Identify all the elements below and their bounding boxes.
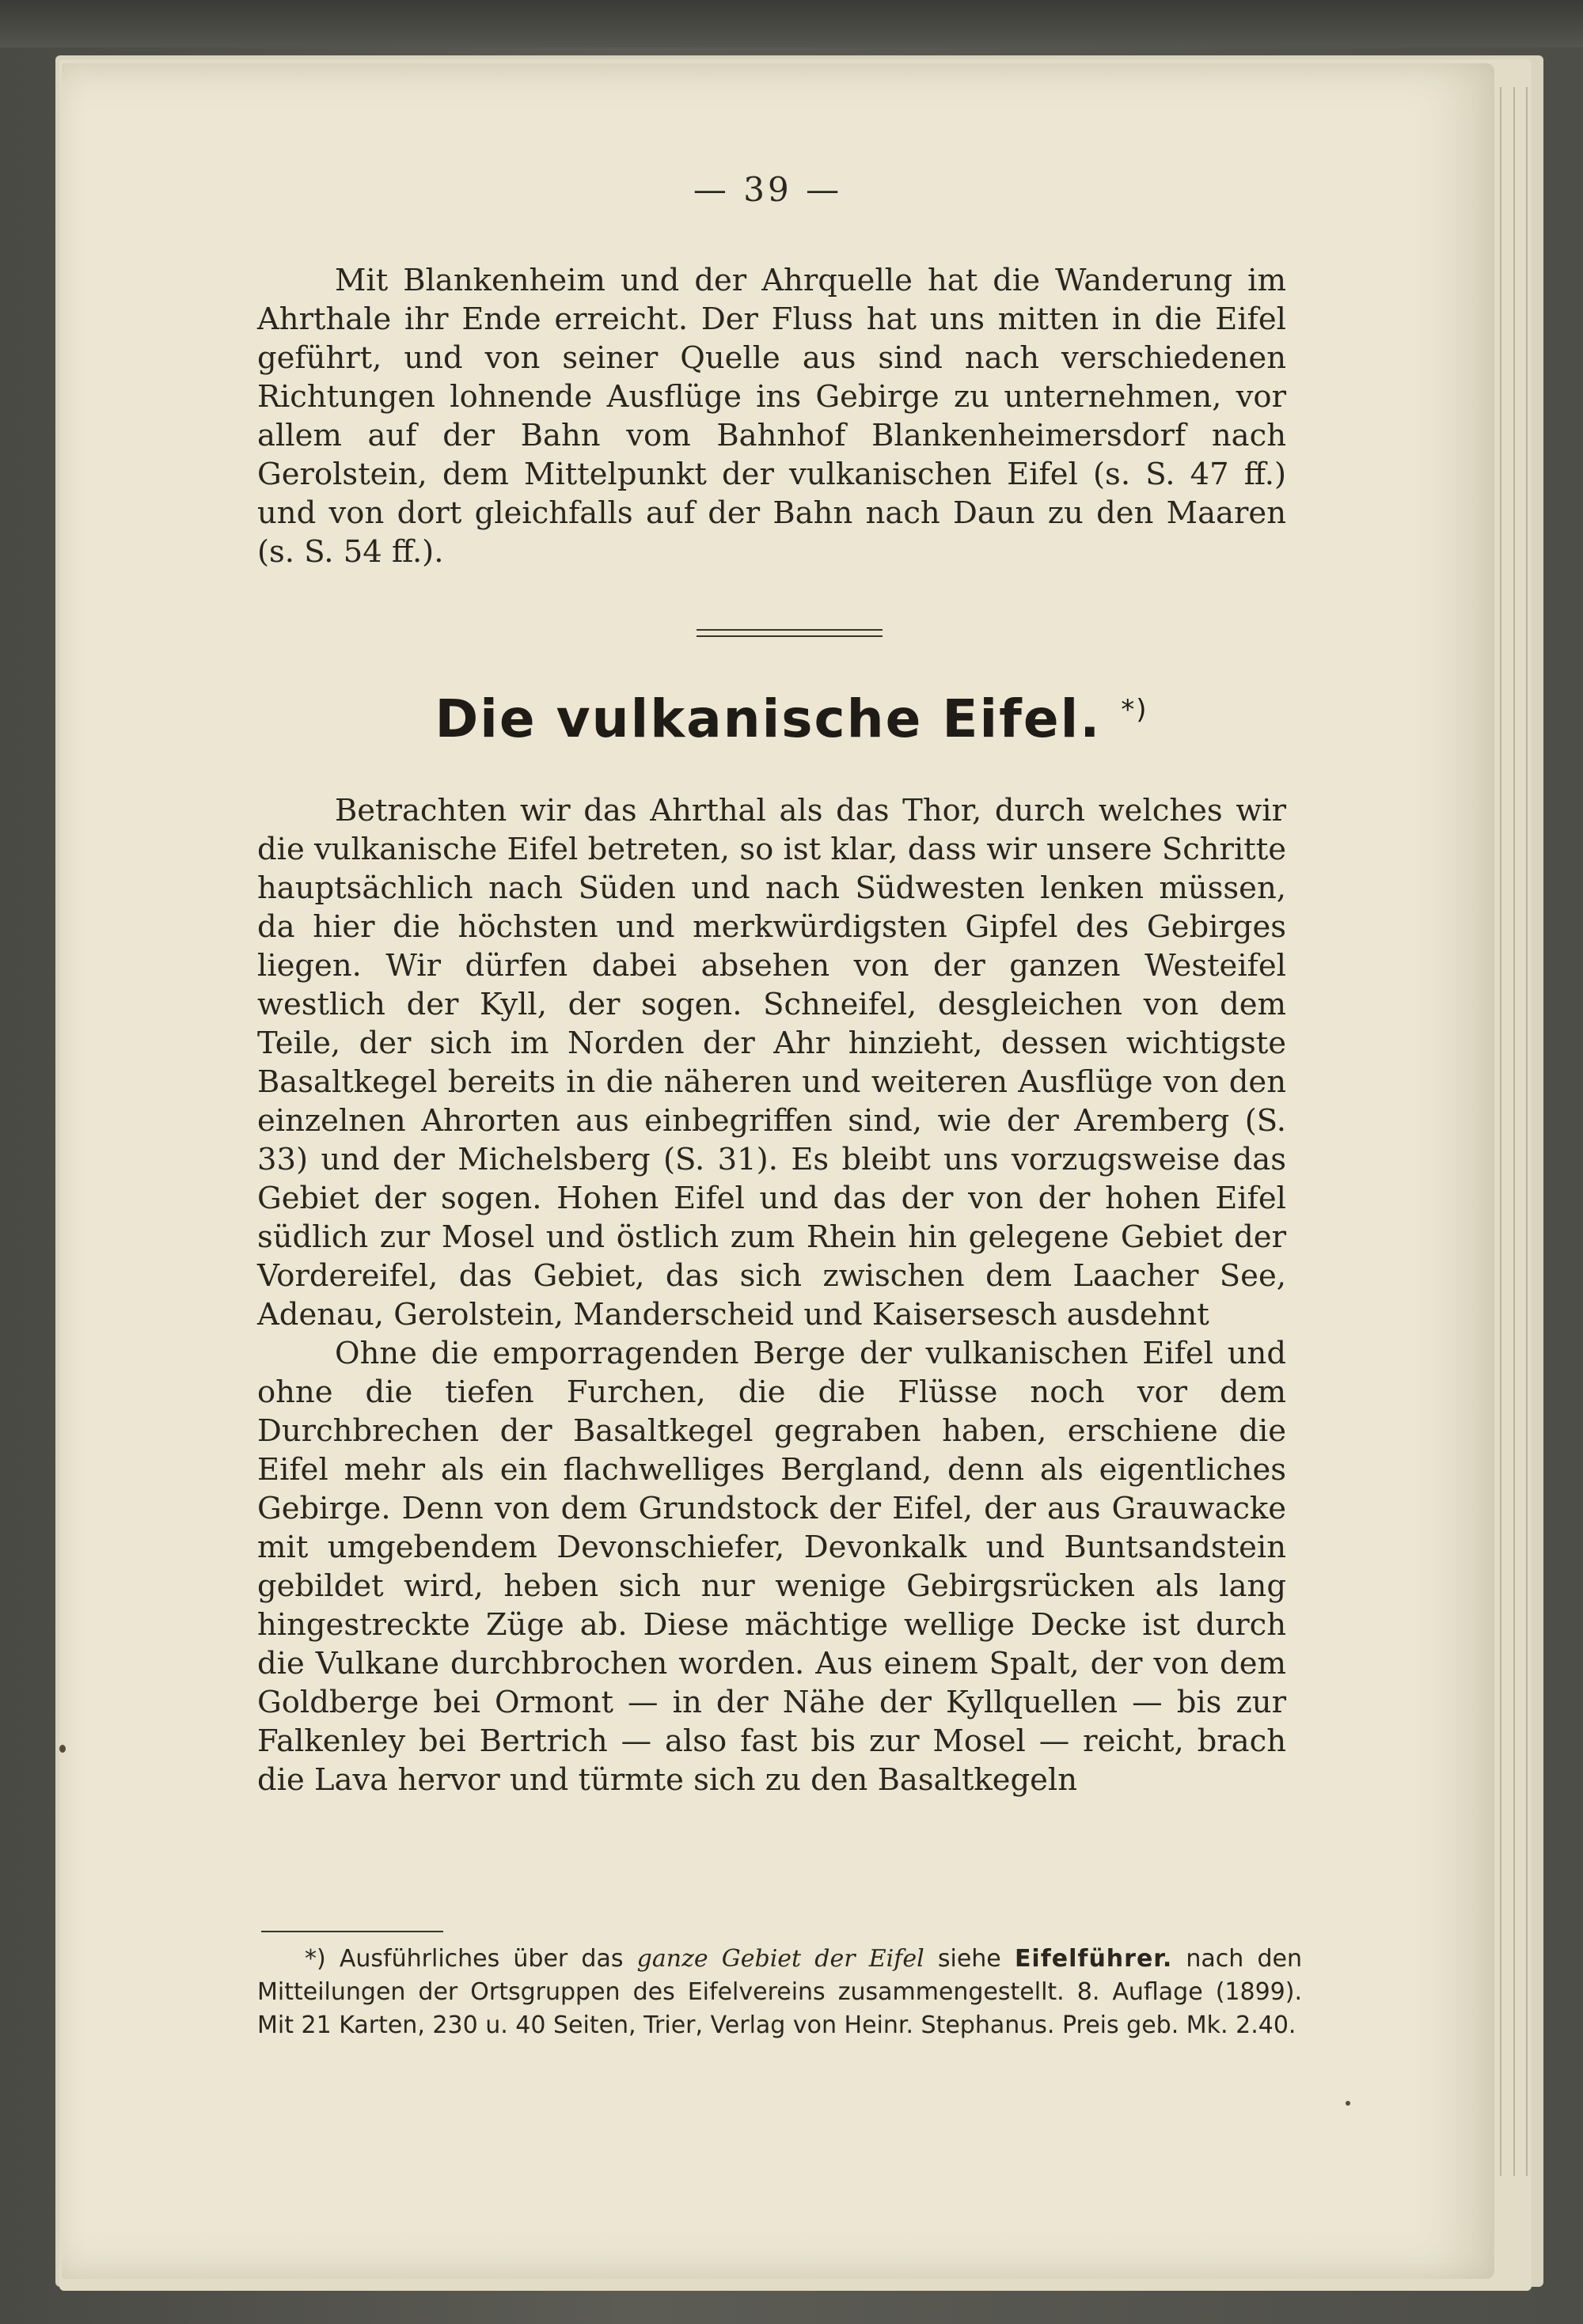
section-body (257, 791, 1286, 1799)
footnote-rest: nach den Mitteilungen der Ortsgruppen des Eifelvereins zusammengestellt. 8. Auflage (1899). Mit 21 Karten, 230 u. 40 Seiten, Trier, Verlag von Heinr. Stephanus. Preis geb. Mk. 2.40. (257, 1945, 1302, 2039)
heading-footnote-marker: *) (1121, 694, 1148, 726)
page-edge-line (1513, 87, 1515, 2176)
footnote-rule (261, 1931, 443, 1932)
footnote-bold: Eifelführer. (1014, 1945, 1173, 1973)
section-heading (0, 688, 1583, 749)
footnote-italic: ganze Gebiet der Eifel (636, 1945, 924, 1973)
page-edge-line (1500, 87, 1501, 2176)
section-divider (697, 629, 883, 642)
intro-text: Mit Blankenheim und der Ahrquelle hat die Wanderung im Ahrthale ihr Ende erreicht. Der Fluss hat uns mitten in die Eifel geführt, und von seiner Quelle aus sind nach verschiedenen Richtungen lohnende Ausflüge ins Gebirge zu unternehmen, vor allem auf der Bahn vom Bahnhof Blankenheimersdorf nach Gerolstein, dem Mittelpunkt der vulkanischen Eifel (s. S. 47 ff.) und von dort gleichfalls auf der Bahn nach Daun zu den Maaren (s. S. 54 ff.). (257, 263, 1286, 570)
section-paragraph-2: Ohne die emporragenden Berge der vulkanischen Eifel und ohne die tiefen Furchen, die die Flüsse noch vor dem Durchbrechen der Basaltkegel gegraben haben, erschiene die Eifel mehr als ein flachwelliges Bergland, denn als eigentliches Gebirge. Denn von dem Grundstock der Eifel, der aus Grauwacke mit umgebendem Devonschiefer, Devonkalk und Buntsandstein gebildet wird, heben sich nur wenige Gebirgsrücken als lang hingestreckte Züge ab. Diese mächtige wellige Decke ist durch die Vulkane durchbrochen worden. Aus einem Spalt, der von dem Goldberge bei Ormont — in der Nähe der Kyllquellen — bis zur Falkenley bei Bertrich — also fast bis zur Mosel — reicht, brach die Lava hervor und türmte sich zu den Basaltkegeln (257, 1336, 1286, 1798)
footnote-lead: Ausführliches über das (339, 1945, 624, 1973)
footnote-mid: siehe (937, 1945, 1001, 1973)
section-paragraph-1: Betrachten wir das Ahrthal als das Thor, durch welches wir die vulkanische Eifel betreten, so ist klar, dass wir unsere Schritte hauptsächlich nach Süden und nach Südwesten lenken müssen, da hier die höchsten und merkwürdigsten Gipfel des Gebirges liegen. Wir dürfen dabei absehen von der ganzen Westeifel westlich der Kyll, der sogen. Schneifel, desgleichen von dem Teile, der sich im Norden der Ahr hinzieht, dessen wichtigste Basaltkegel bereits in die näheren und weiteren Ausflüge von den einzelnen Ahrorten aus einbegriffen sind, wie der Aremberg (S. 33) und der Michelsberg (S. 31). Es bleibt uns vorzugsweise das Gebiet der sogen. Hohen Eifel und das der von der hohen Eifel südlich zur Mosel und östlich zum Rhein hin gelegene Gebiet der Vordereifel, das Gebiet, das sich zwischen dem Laacher See, Adenau, Gerolstein, Manderscheid und Kaisersesch ausdehnt (257, 793, 1286, 1333)
footnote-marker: *) (305, 1945, 326, 1973)
paper-speck (59, 1745, 66, 1753)
page-edge-line (1526, 87, 1528, 2176)
page-number: — 39 — (693, 170, 843, 209)
section-heading-text: Die vulkanische Eifel. (435, 688, 1102, 749)
top-shadow (0, 0, 1583, 47)
paper-speck (1346, 2101, 1350, 2106)
footnote (257, 1943, 1302, 2042)
intro-paragraph (257, 261, 1286, 571)
